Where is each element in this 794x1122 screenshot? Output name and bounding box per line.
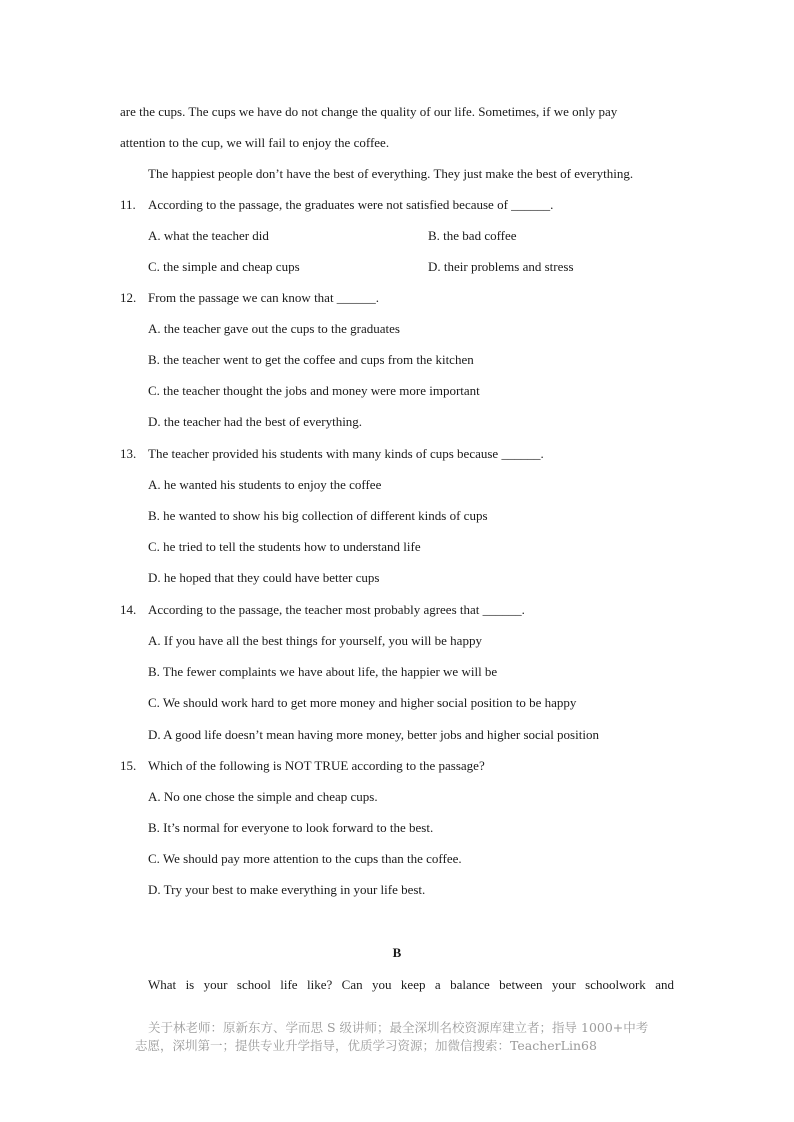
question-number: 13. [120, 446, 137, 461]
question-stem: Which of the following is NOT TRUE according to the passage? [148, 758, 485, 773]
option-c: C. We should pay more attention to the cups than the coffee. [148, 851, 462, 866]
question-stem: According to the passage, the teacher most probably agrees that ______. [148, 602, 525, 617]
option-c: C. he tried to tell the students how to understand life [148, 539, 421, 554]
option-b: B. he wanted to show his big collection of different kinds of cups [148, 508, 488, 523]
option-a: A. what the teacher did [148, 228, 269, 243]
question-number: 12. [120, 290, 137, 305]
option-c: C. the teacher thought the jobs and money were more important [148, 383, 480, 398]
option-b: B. The fewer complaints we have about life, the happier we will be [148, 664, 498, 679]
question-number: 14. [120, 602, 137, 617]
option-d: D. Try your best to make everything in your life best. [148, 882, 426, 897]
option-b: B. It’s normal for everyone to look forward to the best. [148, 820, 434, 835]
option-c: C. the simple and cheap cups [148, 259, 300, 274]
section-heading: B [392, 945, 402, 960]
option-c: C. We should work hard to get more money and higher social position to be happy [148, 695, 577, 710]
section-b-first-line: What is your school life like? Can you keep a balance between your schoolwork and [148, 977, 674, 992]
option-b: B. the teacher went to get the coffee and cups from the kitchen [148, 352, 474, 367]
passage-line-3: The happiest people don’t have the best of everything. They just make the best of everything. [148, 166, 634, 181]
option-d: D. their problems and stress [428, 259, 574, 274]
option-b: B. the bad coffee [428, 228, 517, 243]
question-number: 11. [120, 197, 136, 212]
question-stem: According to the passage, the graduates were not satisfied because of ______. [148, 197, 554, 212]
passage-line-2: attention to the cup, we will fail to enjoy the coffee. [120, 135, 390, 150]
passage-line-1: are the cups. The cups we have do not change the quality of our life. Sometimes, if we only pay [120, 104, 618, 119]
question-number: 15. [120, 758, 137, 773]
footer-line-1: 关于林老师：原新东方、学而思 S 级讲师；最全深圳名校资源库建立者；指导 1000+中考 [148, 1020, 649, 1035]
option-d: D. he hoped that they could have better cups [148, 570, 380, 585]
option-d: D. the teacher had the best of everything. [148, 414, 363, 429]
option-a: A. If you have all the best things for yourself, you will be happy [148, 633, 482, 648]
option-a: A. the teacher gave out the cups to the graduates [148, 321, 400, 336]
footer-line-2: 志愿，深圳第一；提供专业升学指导，优质学习资源；加微信搜索：TeacherLin68 [135, 1038, 597, 1053]
question-stem: From the passage we can know that ______. [148, 290, 380, 305]
option-d: D. A good life doesn’t mean having more money, better jobs and higher social position [148, 727, 599, 742]
option-a: A. he wanted his students to enjoy the coffee [148, 477, 382, 492]
question-stem: The teacher provided his students with many kinds of cups because ______. [148, 446, 544, 461]
option-a: A. No one chose the simple and cheap cups. [148, 789, 378, 804]
